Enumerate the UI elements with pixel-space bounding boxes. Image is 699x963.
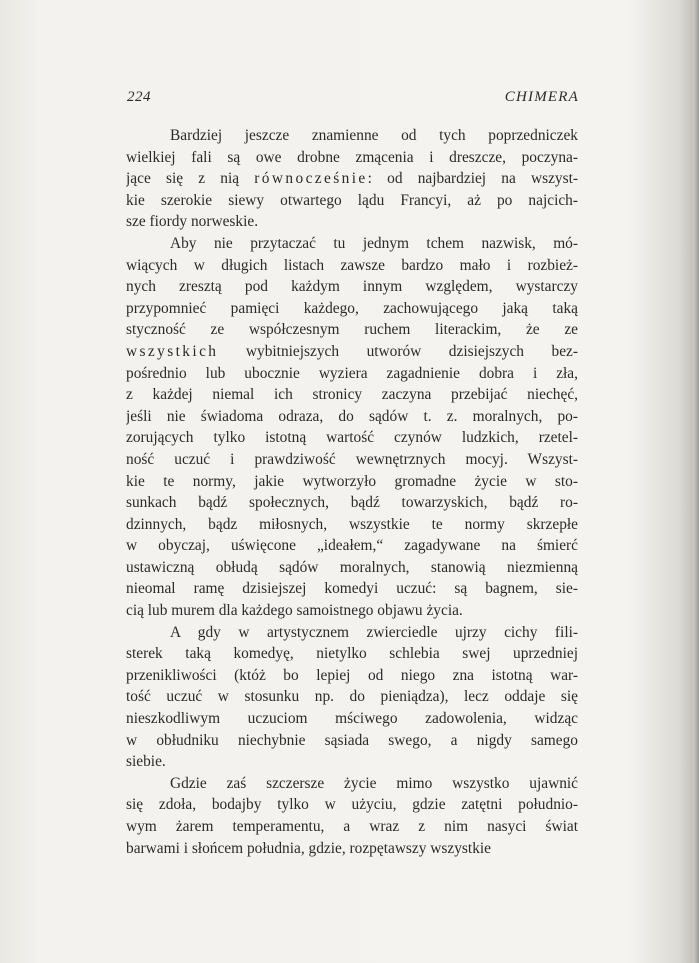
text-line: przenikliwości (któż bo lepiej od niego zna istotną war- (126, 666, 578, 684)
text-line: sunkach bądź społecznych, bądź towarzyskich, bądź ro- (126, 494, 578, 512)
text-line: się zdoła, bodajby tylko w użyciu, gdzie zatętni południo- (126, 796, 578, 814)
text-line: jące się z nią równocześnie: od najbardziej na wszyst- (126, 170, 578, 188)
text-line: wielkiej fali są owe drobne zmącenia i dreszcze, poczyna- (126, 148, 578, 166)
text-line: w obłudniku niechybnie sąsiada swego, a nigdy samego (126, 731, 578, 749)
text-line: Aby nie przytaczać tu jednym tchem nazwisk, mó- (170, 234, 578, 252)
text-line: Bardziej jeszcze znamienne od tych poprzedniczek (170, 127, 578, 144)
text-line: ność uczuć i prawdziwość wewnętrznych mocyj. Wszyst- (126, 450, 578, 468)
page-edge-shadow (693, 0, 699, 963)
text-line: sterek taką komedyę, nietylko schlebia swej uprzedniej (126, 645, 578, 663)
text-line: pośrednio lub ubocznie wyziera zagadnienie dobra i zła, (126, 364, 578, 382)
text-line: wiących w długich listach zawsze bardzo mało i rozbież- (126, 256, 578, 274)
text-line: w obyczaj, uświęcone „ideałem,“ zagadywane na śmierć (126, 537, 578, 555)
text-line: z każdej niemal ich stronicy zaczyna przebijać niechęć, (126, 386, 578, 404)
text-line: Gdzie zaś szczersze życie mimo wszystko ujawnić (170, 774, 578, 792)
text-line: styczność ze współczesnym ruchem literackim, że ze (126, 321, 578, 339)
text-line: siebie. (126, 753, 166, 771)
text-line: wszystkich wybitniejszych utworów dzisiejszych bez- (126, 342, 578, 360)
page-header (127, 89, 579, 111)
text-line: A gdy w artystycznem zwierciedle ujrzy cichy fili- (170, 623, 578, 641)
text-line: sze fiordy norweskie. (126, 213, 259, 231)
text-line: nych zresztą pod każdym innym względem, wystarczy (126, 278, 578, 296)
text-line: zorujących tylko istotną wartość czynów ludzkich, rzetel- (126, 429, 578, 447)
running-title: CHIMERA (504, 89, 579, 105)
text-line: nieszkodliwym uczuciom mściwego zadowolenia, widząc (126, 710, 578, 728)
text-line: kie te normy, jakie wytworzyło gromadne życie w sto- (126, 472, 578, 490)
text-line: kie szerokie siewy otwartego lądu Francyi, aż po najcich- (126, 191, 578, 209)
page-number: 224 (127, 89, 151, 105)
text-line: tość uczuć w stosunku np. do pieniądza), lecz oddaje się (126, 688, 578, 706)
text-line: wym żarem temperamentu, a wraz z nim nasyci świat (126, 818, 578, 835)
text-line: przypomnieć pamięci każdego, zachowującego jaką taką (126, 299, 578, 317)
spaced-emphasis: wszystkich (126, 342, 219, 360)
spaced-emphasis: równocześnie (254, 170, 368, 188)
text-line: jeśli nie świadoma odraza, do sądów t. z. moralnych, po- (126, 407, 578, 425)
text-line: ustawiczną obłudą sądów moralnych, stanowią niezmienną (126, 558, 578, 576)
text-line: barwami i słońcem południa, gdzie, rozpętawszy wszystkie (126, 839, 491, 857)
text-line: nieomal ramę dzisiejszej komedyi uczuć: są bagnem, sie- (126, 580, 578, 598)
text-line: cią lub murem dla każdego samoistnego objawu życia. (126, 602, 463, 620)
body-text (126, 125, 578, 859)
text-line: dzinnych, bądz miłosnych, wszystkie te normy skrzepłe (126, 515, 578, 533)
